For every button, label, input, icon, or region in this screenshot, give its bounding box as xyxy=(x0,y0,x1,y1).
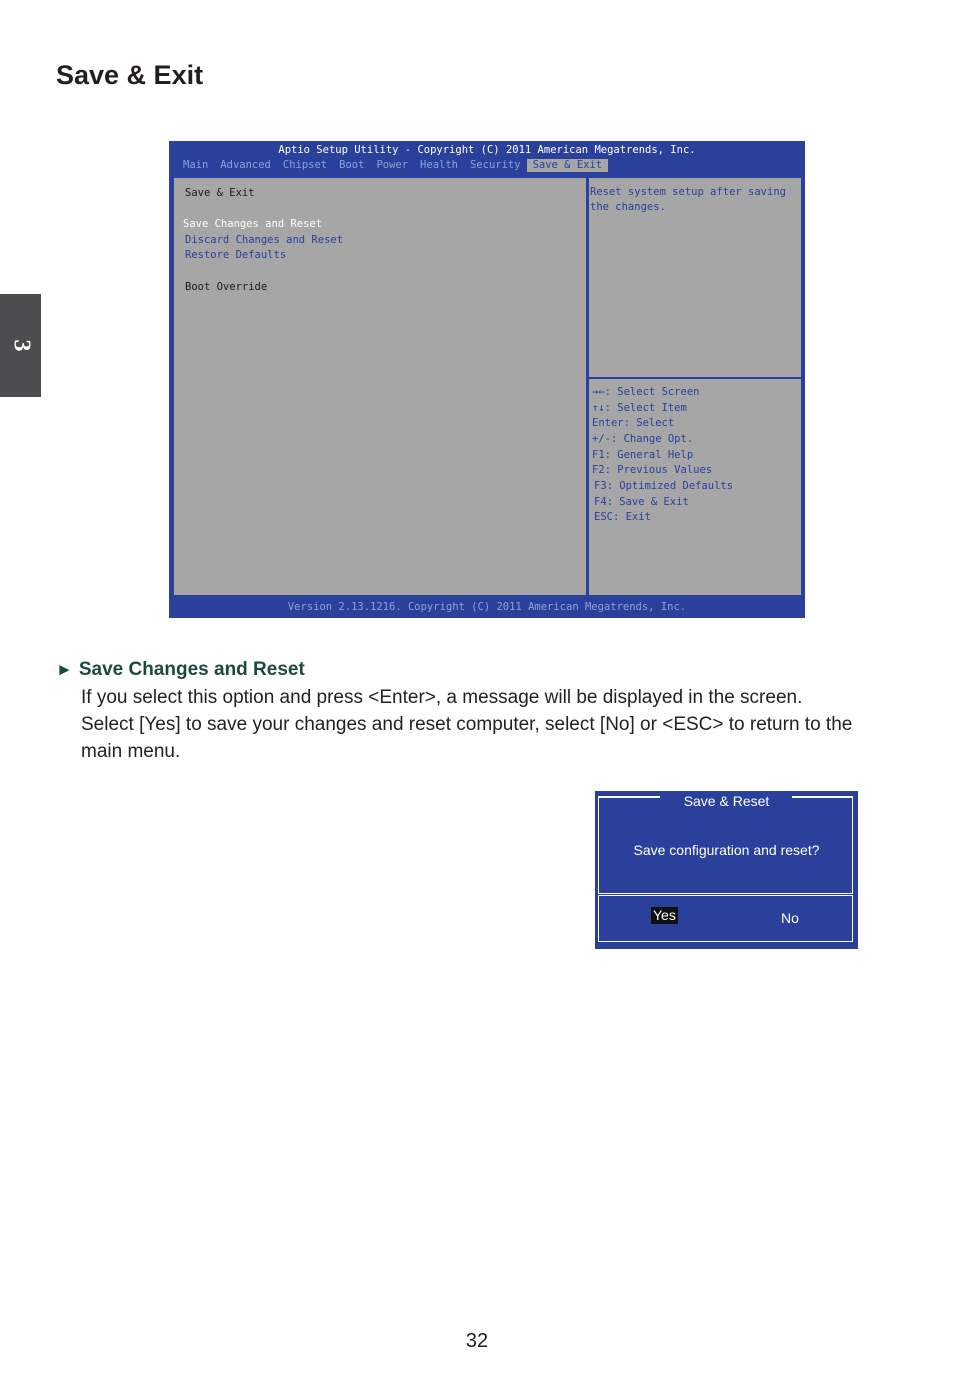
bios-key-select-item: ↑↓: Select Item xyxy=(592,402,687,414)
bios-panel-divider xyxy=(589,377,801,379)
bios-help-line: Reset system setup after saving xyxy=(590,186,786,198)
yes-button[interactable]: Yes xyxy=(653,907,676,923)
bios-key-enter: Enter: Select xyxy=(592,417,675,429)
bios-tab-advanced[interactable]: Advanced xyxy=(220,159,271,171)
body-line: If you select this option and press <Enter>, a message will be displayed in the screen. xyxy=(81,687,803,708)
bios-key-f2: F2: Previous Values xyxy=(592,464,713,476)
bios-item-save-changes-reset[interactable]: Save Changes and Reset xyxy=(183,218,323,230)
bios-panel-heading: Save & Exit xyxy=(185,187,255,199)
section-heading xyxy=(56,659,305,681)
dialog-title: Save & Reset xyxy=(683,793,770,809)
bios-screen xyxy=(169,141,805,618)
bios-item-restore-defaults[interactable]: Restore Defaults xyxy=(185,249,287,261)
section-heading-text: Save Changes and Reset xyxy=(78,659,305,680)
bios-key-f3: F3: Optimized Defaults xyxy=(594,480,734,492)
bios-tab-health[interactable]: Health xyxy=(420,159,458,171)
bios-tab-boot[interactable]: Boot xyxy=(339,159,365,171)
bios-left-panel xyxy=(172,176,588,597)
dialog-button-frame xyxy=(598,895,853,942)
bios-footer: Version 2.13.1216. Copyright (C) 2011 American Megatrends, Inc. xyxy=(287,601,687,613)
bios-key-f4: F4: Save & Exit xyxy=(594,496,689,508)
bios-key-esc: ESC: Exit xyxy=(594,511,651,523)
bios-key-change-opt: +/-: Change Opt. xyxy=(592,433,694,445)
body-line: Select [Yes] to save your changes and reset computer, select [No] or <ESC> to return to the xyxy=(81,714,853,735)
bios-help-line: the changes. xyxy=(590,201,666,213)
bios-boot-override-heading: Boot Override xyxy=(185,281,268,293)
bios-tab-save-exit[interactable]: Save & Exit xyxy=(527,159,609,172)
page-number: 32 xyxy=(465,1330,489,1352)
chapter-tab xyxy=(0,294,41,397)
section-body xyxy=(81,684,901,765)
bios-tab-power[interactable]: Power xyxy=(376,159,409,171)
arrow-right-icon: ► xyxy=(56,660,73,679)
bios-item-discard-changes-reset[interactable]: Discard Changes and Reset xyxy=(185,234,344,246)
bios-tab-security[interactable]: Security xyxy=(469,159,521,171)
bios-menu-bar xyxy=(177,159,608,172)
dialog-message: Save configuration and reset? xyxy=(633,842,820,858)
bios-tab-chipset[interactable]: Chipset xyxy=(282,159,328,171)
body-line: main menu. xyxy=(81,741,181,762)
save-reset-dialog xyxy=(595,791,858,949)
bios-key-select-screen: →←: Select Screen xyxy=(592,386,700,398)
chapter-number: 3 xyxy=(8,339,34,352)
bios-tab-main[interactable]: Main xyxy=(183,159,209,171)
bios-key-f1: F1: General Help xyxy=(592,449,694,461)
no-button[interactable]: No xyxy=(781,910,799,926)
bios-title: Aptio Setup Utility - Copyright (C) 2011 American Megatrends, Inc. xyxy=(278,144,696,156)
bios-right-panel xyxy=(587,176,803,597)
page-title: Save & Exit xyxy=(56,60,204,90)
